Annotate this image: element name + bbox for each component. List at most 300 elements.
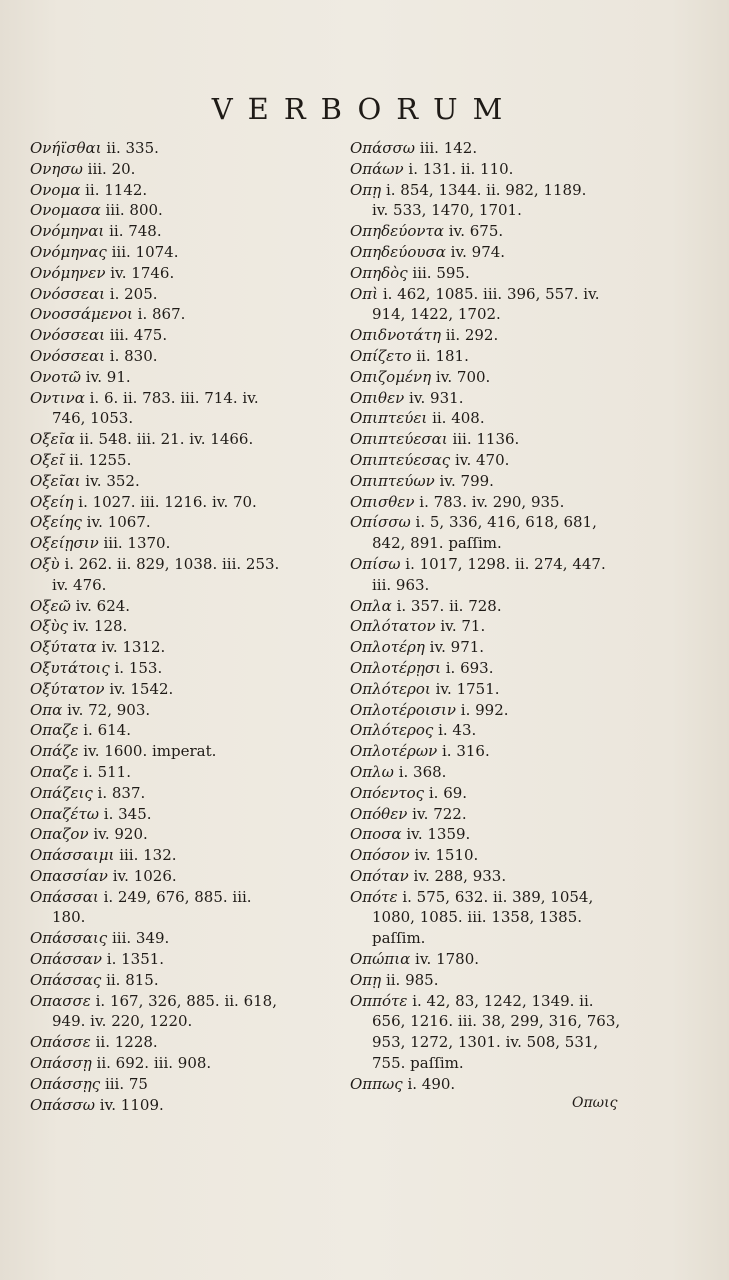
- entry-headword: Οπώπια: [350, 950, 411, 969]
- entry-reference: ii. 181.: [416, 346, 469, 365]
- index-entry: [30, 388, 348, 430]
- entry-reference: ii. 748.: [109, 222, 162, 241]
- entry-line: [30, 1095, 348, 1116]
- entry-headword: Οπάσσαιμι: [30, 846, 115, 865]
- entry-reference: i. 69.: [428, 783, 468, 802]
- entry-headword: Οπιπτεύεσας: [350, 450, 451, 469]
- entry-line: [30, 492, 348, 513]
- index-entry: [30, 887, 348, 929]
- entry-line: [30, 367, 348, 388]
- entry-headword: Οξείῃσιν: [30, 534, 99, 553]
- index-entry: [30, 242, 348, 263]
- entry-reference: i. 867.: [137, 305, 186, 324]
- entry-reference: iv. 1067.: [86, 513, 151, 532]
- entry-reference: iv. 675.: [448, 222, 504, 241]
- entry-continuation: iv. 533, 1470, 1701.: [372, 201, 522, 220]
- index-entry: [30, 616, 348, 637]
- entry-reference: iv. 971.: [429, 638, 485, 657]
- entry-line: [30, 720, 348, 741]
- entry-reference: i. 43.: [438, 721, 477, 740]
- entry-reference: ii. 335.: [106, 139, 159, 157]
- entry-line: [30, 180, 348, 201]
- index-entry: [350, 450, 680, 471]
- catchword: Οπωις: [572, 1095, 618, 1111]
- entry-headword: Οπάσσαι: [30, 887, 99, 906]
- entry-line: [30, 824, 348, 845]
- entry-reference: ii. 985.: [385, 970, 439, 989]
- entry-headword: Οπόταν: [350, 866, 409, 885]
- entry-headword: Οξεῶ: [30, 596, 71, 615]
- entry-reference: i. 1027. iii. 1216. iv. 70.: [78, 492, 257, 511]
- entry-reference: ii. 548. iii. 21. iv. 1466.: [79, 430, 254, 449]
- entry-headword: Οπλα: [350, 596, 392, 615]
- entry-line: [30, 471, 348, 492]
- entry-headword: Οπιδνοτάτη: [350, 326, 441, 345]
- index-entry: [350, 408, 680, 429]
- entry-line: [30, 138, 348, 159]
- index-entry: [350, 762, 680, 783]
- entry-reference: i. 345.: [103, 804, 152, 823]
- entry-reference: iv. 1780.: [415, 950, 480, 969]
- entry-headword: Ονόμηναι: [30, 222, 105, 241]
- index-entry: [350, 845, 680, 866]
- entry-line: [350, 637, 680, 658]
- entry-headword: Οπόθεν: [350, 804, 408, 823]
- entry-reference: iii. 1136.: [452, 430, 520, 449]
- index-entry: [30, 845, 348, 866]
- entry-line: [350, 242, 680, 263]
- entry-line: [30, 554, 348, 575]
- entry-reference: iv. 470.: [454, 450, 510, 469]
- entry-line: [30, 804, 348, 825]
- entry-line: [350, 388, 680, 409]
- page-title: VERBORUM: [211, 92, 518, 126]
- left-column: [30, 138, 348, 1115]
- entry-reference: ii. 292.: [445, 326, 499, 345]
- entry-line: [30, 949, 348, 970]
- index-entry: [30, 824, 348, 845]
- index-entry: [30, 1074, 348, 1095]
- entry-reference: i. 42, 83, 1242, 1349. ii.: [412, 991, 594, 1010]
- entry-reference: iii. 132.: [119, 846, 177, 865]
- index-entry: [350, 616, 680, 637]
- entry-headword: Οξεῖα: [30, 430, 75, 449]
- entry-reference: iv. 974.: [450, 242, 506, 261]
- entry-reference: ii. 1228.: [95, 1033, 158, 1052]
- index-entry: [350, 429, 680, 450]
- entry-line: [350, 554, 680, 575]
- entry-continuation: 914, 1422, 1702.: [372, 305, 501, 324]
- entry-continuation: 746, 1053.: [52, 409, 134, 428]
- entry-continuation: 953, 1272, 1301. iv. 508, 531,: [372, 1033, 599, 1052]
- entry-headword: Ονόσσεαι: [30, 346, 105, 365]
- index-entry: [30, 783, 348, 804]
- entry-continuation: paſſim.: [372, 929, 426, 948]
- entry-continuation: 949. iv. 220, 1220.: [52, 1012, 193, 1031]
- entry-line: [350, 159, 680, 180]
- entry-line: [30, 346, 348, 367]
- entry-line: [350, 866, 680, 887]
- entry-line: [30, 325, 348, 346]
- entry-reference: i. 837.: [97, 783, 146, 802]
- entry-headword: Οπῃ: [350, 970, 382, 989]
- entry-line: [30, 263, 348, 284]
- entry-line: [30, 533, 348, 554]
- entry-reference: iii. 475.: [109, 326, 168, 345]
- entry-reference: i. 368.: [398, 762, 447, 781]
- entry-reference: i. 462, 1085. iii. 396, 557. iv.: [382, 284, 600, 303]
- entry-line: [350, 221, 680, 242]
- entry-headword: Οπηδεύουσα: [350, 242, 446, 261]
- index-entry: [30, 180, 348, 201]
- entry-reference: i. 1017, 1298. ii. 274, 447.: [405, 554, 606, 573]
- entry-headword: Οπηδὸς: [350, 263, 408, 282]
- index-entry: [30, 221, 348, 242]
- entry-reference: i. 131. ii. 110.: [408, 159, 514, 178]
- index-entry: [30, 200, 348, 221]
- entry-headword: Ονομα: [30, 180, 81, 199]
- index-entry: [350, 679, 680, 700]
- entry-reference: i. 490.: [407, 1074, 456, 1093]
- index-entry: [350, 991, 680, 1074]
- entry-line: [30, 658, 348, 679]
- entry-reference: iv. 1359.: [406, 825, 471, 844]
- index-entry: [350, 492, 680, 513]
- entry-reference: iv. 71.: [440, 617, 486, 636]
- entry-headword: Οπηδεύοντα: [350, 222, 444, 241]
- index-entry: [350, 824, 680, 845]
- entry-line: [30, 1053, 348, 1074]
- entry-reference: iii. 800.: [105, 201, 163, 220]
- entry-reference: iv. 1312.: [101, 638, 166, 657]
- entry-line: [30, 1074, 348, 1095]
- entry-reference: iv. 1510.: [414, 846, 479, 865]
- index-entry: [30, 720, 348, 741]
- entry-headword: Ονήϊσθαι: [30, 139, 102, 157]
- entry-line: [30, 450, 348, 471]
- index-entry: [350, 242, 680, 263]
- index-entry: [30, 512, 348, 533]
- entry-continuation: iii. 963.: [372, 575, 430, 594]
- entry-headword: Οποσα: [350, 825, 402, 844]
- entry-headword: Οπάσσας: [30, 970, 102, 989]
- entry-headword: Οπὶ: [350, 284, 379, 303]
- entry-reference: iv. 799.: [439, 471, 494, 490]
- entry-reference: ii. 692. iii. 908.: [96, 1054, 212, 1073]
- index-entry: [30, 658, 348, 679]
- entry-headword: Οπάζε: [30, 742, 79, 761]
- entry-headword: Οπιπτεύεσαι: [350, 430, 448, 449]
- entry-line: [30, 783, 348, 804]
- entry-line: [350, 138, 680, 159]
- entry-continuation: 755. paſſim.: [372, 1054, 464, 1073]
- entry-reference: i. 5, 336, 416, 618, 681,: [415, 513, 597, 532]
- entry-reference: i. 614.: [83, 721, 131, 740]
- index-entry: [350, 783, 680, 804]
- index-entry: [30, 471, 348, 492]
- index-entry: [30, 346, 348, 367]
- entry-line: [30, 637, 348, 658]
- entry-reference: i. 992.: [460, 700, 509, 719]
- right-column: [350, 138, 680, 1095]
- entry-line: [30, 762, 348, 783]
- entry-headword: Οπλότεροι: [350, 679, 431, 698]
- entry-line: [30, 304, 348, 325]
- entry-line: [350, 720, 680, 741]
- index-entry: [350, 388, 680, 409]
- entry-headword: Οξυτάτοις: [30, 658, 110, 677]
- entry-headword: Ονόσσεαι: [30, 326, 105, 345]
- entry-line: [30, 845, 348, 866]
- index-entry: [350, 180, 680, 222]
- index-entry: [350, 637, 680, 658]
- entry-reference: iii. 1370.: [103, 534, 171, 553]
- entry-reference: i. 205.: [109, 284, 158, 303]
- index-entry: [350, 720, 680, 741]
- entry-line: [30, 700, 348, 721]
- entry-line: [30, 429, 348, 450]
- entry-continuation: 656, 1216. iii. 38, 299, 316, 763,: [372, 1012, 621, 1031]
- entry-headword: Οπάσσαις: [30, 929, 108, 948]
- entry-headword: Ονόσσεαι: [30, 284, 105, 303]
- entry-line: [350, 408, 680, 429]
- entry-headword: Οπόσον: [350, 846, 410, 865]
- entry-line: [350, 700, 680, 721]
- entry-headword: Οπασσίαν: [30, 866, 108, 885]
- entry-line: [350, 741, 680, 762]
- index-entry: [350, 970, 680, 991]
- entry-reference: i. 6. ii. 783. iii. 714. iv.: [89, 388, 259, 407]
- index-entry: [350, 658, 680, 679]
- entry-reference: iv. 1026.: [112, 866, 177, 885]
- entry-headword: Οπάσσῃς: [30, 1074, 101, 1093]
- entry-line: [30, 200, 348, 221]
- index-entry: [350, 325, 680, 346]
- entry-reference: ii. 1142.: [85, 180, 148, 199]
- index-entry: [350, 471, 680, 492]
- entry-line: [350, 887, 680, 908]
- entry-headword: Οπα: [30, 700, 63, 719]
- entry-reference: iii. 595.: [412, 263, 470, 282]
- entry-continuation: 842, 891. paſſim.: [372, 534, 502, 553]
- entry-headword: Οπότε: [350, 887, 398, 906]
- index-entry: [350, 138, 680, 159]
- entry-line: [350, 180, 680, 201]
- entry-headword: Οξείης: [30, 513, 82, 532]
- entry-headword: Οπίσω: [350, 554, 401, 573]
- entry-headword: Οξὺ: [30, 554, 60, 573]
- entry-reference: iv. 1746.: [110, 263, 175, 282]
- index-entry: [30, 367, 348, 388]
- index-entry: [30, 741, 348, 762]
- entry-line: [350, 325, 680, 346]
- entry-reference: i. 249, 676, 885. iii.: [103, 887, 252, 906]
- entry-line: [350, 471, 680, 492]
- entry-reference: iv. 1751.: [435, 679, 500, 698]
- entry-line: [350, 367, 680, 388]
- index-entry: [30, 970, 348, 991]
- entry-headword: Οπαζε: [30, 762, 79, 781]
- entry-line: [30, 887, 348, 908]
- index-entry: [30, 991, 348, 1033]
- entry-reference: iii. 349.: [111, 929, 170, 948]
- index-entry: [30, 804, 348, 825]
- entry-headword: Οπαζον: [30, 825, 89, 844]
- entry-reference: iv. 931.: [409, 388, 464, 407]
- entry-headword: Ονοτῶ: [30, 367, 81, 386]
- entry-line: [30, 866, 348, 887]
- entry-headword: Οπίζετο: [350, 346, 412, 365]
- entry-headword: Οξὺς: [30, 617, 69, 636]
- index-entry: [30, 304, 348, 325]
- entry-line: [30, 284, 348, 305]
- entry-reference: iii. 20.: [87, 159, 136, 178]
- entry-continuation: iv. 476.: [52, 575, 107, 594]
- entry-line: [350, 991, 680, 1012]
- entry-headword: Οπισθεν: [350, 492, 415, 511]
- entry-reference: iv. 722.: [412, 804, 467, 823]
- entry-headword: Οπαζε: [30, 721, 79, 740]
- index-entry: [350, 554, 680, 596]
- entry-reference: ii. 815.: [106, 970, 159, 989]
- index-entry: [30, 554, 348, 596]
- entry-headword: Οπῃ: [350, 180, 382, 199]
- index-entry: [30, 762, 348, 783]
- entry-reference: iv. 352.: [85, 471, 140, 490]
- entry-headword: Οξείη: [30, 492, 74, 511]
- index-entry: [30, 949, 348, 970]
- index-entry: [30, 284, 348, 305]
- entry-line: [350, 346, 680, 367]
- entry-reference: ii. 408.: [432, 409, 485, 428]
- entry-headword: Ονόμηνεν: [30, 263, 106, 282]
- entry-reference: iv. 1109.: [99, 1095, 164, 1114]
- index-entry: [350, 949, 680, 970]
- entry-headword: Οπλω: [350, 762, 394, 781]
- index-entry: [350, 596, 680, 617]
- entry-headword: Οππότε: [350, 991, 408, 1010]
- entry-line: [350, 679, 680, 700]
- entry-reference: iv. 920.: [93, 825, 148, 844]
- index-entry: [30, 596, 348, 617]
- entry-headword: Οπλοτέρων: [350, 742, 438, 761]
- entry-reference: iv. 1600. imperat.: [83, 742, 217, 761]
- index-entry: [30, 928, 348, 949]
- entry-reference: iv. 91.: [85, 367, 131, 386]
- entry-line: [30, 512, 348, 533]
- entry-headword: Οπλότερος: [350, 721, 434, 740]
- index-entry: [30, 533, 348, 554]
- entry-headword: Οντινα: [30, 388, 85, 407]
- entry-headword: Οπάσσω: [350, 139, 415, 157]
- entry-line: [30, 242, 348, 263]
- entry-line: [350, 845, 680, 866]
- entry-line: [350, 450, 680, 471]
- entry-headword: Οξύτατα: [30, 638, 97, 657]
- entry-headword: Οπάσσε: [30, 1033, 91, 1052]
- entry-line: [30, 970, 348, 991]
- entry-headword: Οπλότατον: [350, 617, 436, 636]
- entry-headword: Οξύτατον: [30, 679, 105, 698]
- entry-line: [350, 429, 680, 450]
- index-entry: [30, 700, 348, 721]
- entry-line: [350, 824, 680, 845]
- index-entry: [30, 1053, 348, 1074]
- entry-headword: Οπάζεις: [30, 783, 93, 802]
- index-entry: [30, 637, 348, 658]
- index-entry: [350, 741, 680, 762]
- entry-line: [350, 804, 680, 825]
- entry-headword: Οπασσε: [30, 991, 91, 1010]
- entry-line: [350, 1074, 680, 1095]
- entry-headword: Οπιπτεύων: [350, 471, 435, 490]
- index-entry: [350, 346, 680, 367]
- entry-line: [350, 284, 680, 305]
- index-entry: [30, 263, 348, 284]
- index-entry: [30, 138, 348, 159]
- entry-headword: Οπάσσῃ: [30, 1054, 92, 1073]
- entry-line: [350, 762, 680, 783]
- entry-reference: i. 167, 326, 885. ii. 618,: [95, 991, 277, 1010]
- entry-continuation: 1080, 1085. iii. 1358, 1385.: [372, 908, 582, 927]
- entry-line: [350, 596, 680, 617]
- entry-headword: Οξεῖ: [30, 450, 65, 469]
- index-entry: [350, 804, 680, 825]
- entry-line: [30, 991, 348, 1012]
- index-entry: [30, 325, 348, 346]
- entry-reference: iii. 142.: [419, 139, 478, 157]
- index-entry: [30, 450, 348, 471]
- entry-reference: i. 357. ii. 728.: [396, 596, 502, 615]
- entry-headword: Οπάσσαν: [30, 950, 103, 969]
- entry-reference: iv. 624.: [75, 596, 131, 615]
- entry-line: [350, 492, 680, 513]
- entry-headword: Οπιθεν: [350, 388, 405, 407]
- index-entry: [30, 679, 348, 700]
- index-entry: [350, 887, 680, 949]
- entry-headword: Οππως: [350, 1074, 403, 1093]
- index-entry: [350, 512, 680, 554]
- entry-headword: Οπλοτέρῃσι: [350, 658, 441, 677]
- entry-reference: iv. 72, 903.: [67, 700, 151, 719]
- entry-reference: iv. 700.: [435, 367, 491, 386]
- entry-line: [30, 1032, 348, 1053]
- entry-reference: i. 783. iv. 290, 935.: [419, 492, 565, 511]
- entry-headword: Οπάσσω: [30, 1095, 95, 1114]
- index-entry: [350, 866, 680, 887]
- index-entry: [30, 866, 348, 887]
- entry-reference: ii. 1255.: [69, 450, 132, 469]
- entry-reference: i. 262. ii. 829, 1038. iii. 253.: [64, 554, 280, 573]
- entry-reference: i. 575, 632. ii. 389, 1054,: [402, 887, 594, 906]
- entry-headword: Ονομασα: [30, 201, 101, 220]
- entry-headword: Οπιζομένη: [350, 367, 432, 386]
- entry-reference: i. 830.: [109, 346, 158, 365]
- entry-reference: i. 1351.: [106, 950, 165, 969]
- entry-reference: i. 693.: [445, 658, 494, 677]
- entry-line: [350, 783, 680, 804]
- entry-headword: Ονησω: [30, 159, 83, 178]
- index-entry: [30, 159, 348, 180]
- entry-line: [350, 512, 680, 533]
- index-entry: [30, 1095, 348, 1116]
- entry-line: [30, 741, 348, 762]
- entry-reference: iv. 288, 933.: [413, 866, 507, 885]
- entry-line: [30, 679, 348, 700]
- entry-line: [30, 616, 348, 637]
- entry-line: [30, 221, 348, 242]
- entry-headword: Οπαζέτω: [30, 804, 99, 823]
